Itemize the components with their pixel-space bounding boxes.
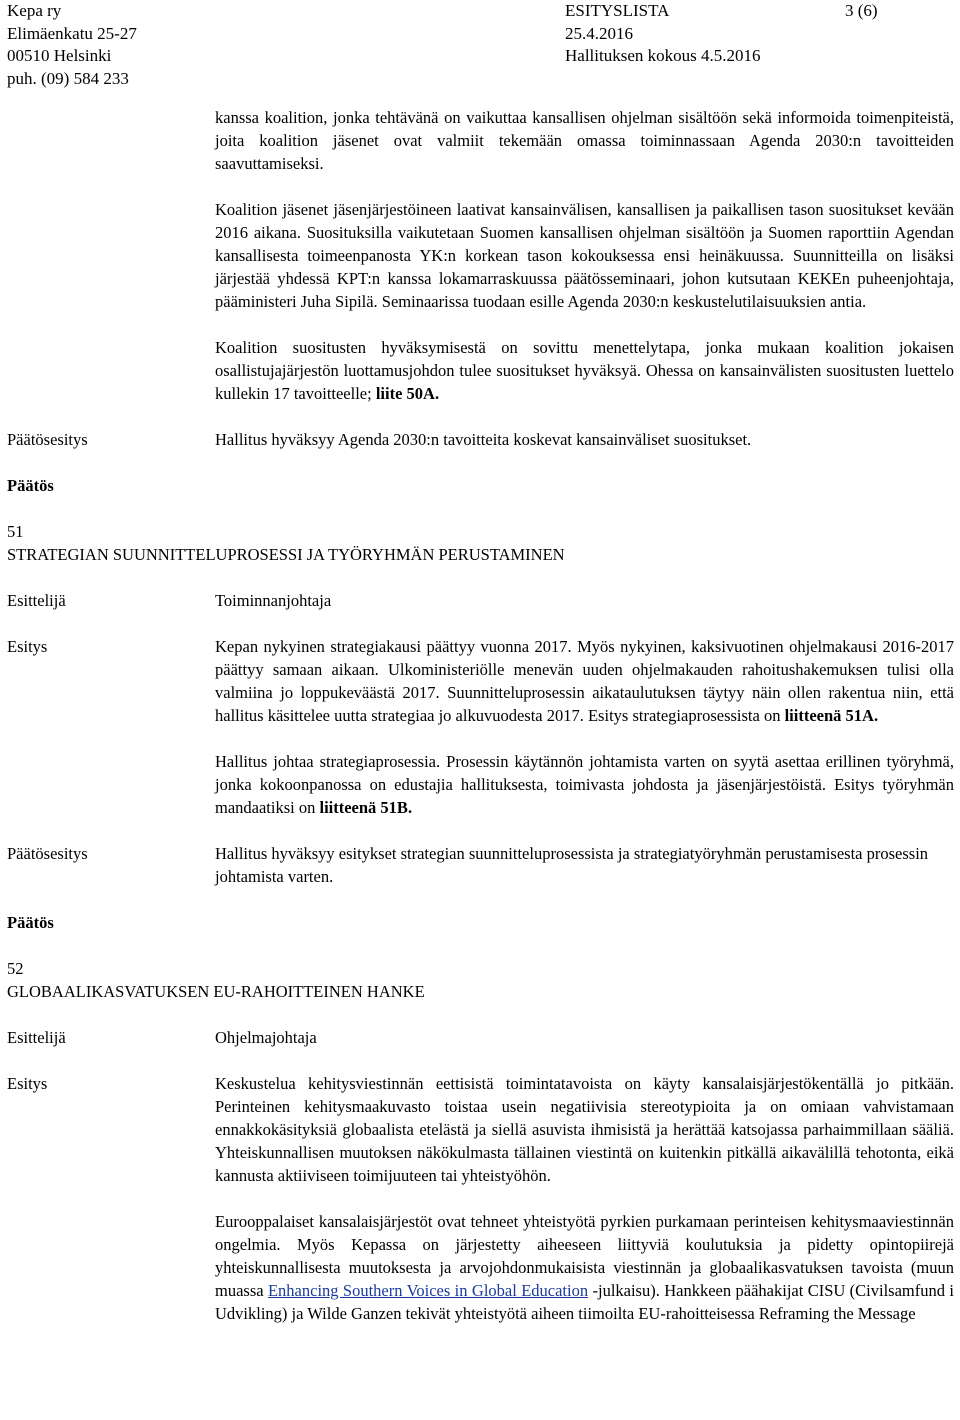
intro-paragraph-3: Koalition suositusten hyväksymisestä on sovittu menettelytapa, jonka mukaan koalition jokaisen osallistujajärjestön luottamusjohdon tulee suositukset hyväksyä. Ohessa on kansainvälisten suositusten luettelo kullekin 17 tavoitteelle; liite 50A.: [215, 338, 954, 403]
presenter-value: Ohjelmajohtaja: [215, 1028, 317, 1047]
presenter-row: [7, 1026, 954, 1049]
intro-paragraph-1: kanssa koalition, jonka tehtävänä on vaikuttaa kansallisen ohjelman sisältöön sekä informoida toimenpiteistä, joita koalition jäsenet ovat valmiit tekemään omassa toiminnassaan Agenda 2030:n tavoitteiden saavuttamiseksi.: [215, 108, 954, 173]
proposal-paragraph-2: Hallitus johtaa strategiaprosessia. Prosessin käytännön johtamista varten on syytä asettaa erillinen työryhmä, jonka kokoonpanossa on edustajia hallituksesta, toimivasta johdosta ja jäsenjärjestöistä. Esitys työryhmän mandaatiksi on liitteenä 51B.: [215, 752, 954, 817]
decision-proposal-row: [7, 842, 954, 888]
attachment-ref-51a: liitteenä 51A: [784, 706, 874, 725]
section-51: [7, 520, 954, 934]
meeting-name: Hallituksen kokous 4.5.2016: [565, 46, 761, 65]
proposal-paragraph-1: Keskustelua kehitysviestinnän eettisistä toimintatavoista on käyty kansalaisjärjestökentällä jo pitkään. Perinteinen kehitysmaakuvasto toistaa usein negatiivisia stereotypioita ja on omiaan vahvistamaan ennakkokäsityksiä globaalista etelästä ja siellä asuvista ihmisistä ja herättää katsojassa parhaimmillaan sääliä. Yhteiskunnallisen muutoksen näkökulmasta tällainen viestintä on kuitenkin pitkällä aikavälillä tehotonta, eikä kannusta aktiiviseen toimijuuteen tai yhteistyöhön.: [215, 1074, 954, 1185]
presenter-label: Esittelijä: [7, 591, 66, 610]
proposal-label: Esitys: [7, 637, 48, 656]
presenter-row: [7, 589, 954, 612]
attachment-ref-50a: liite 50A: [375, 384, 435, 403]
section-52: [7, 957, 954, 1325]
intro-paragraph-2: Koalition jäsenet jäsenjärjestöineen laativat kansainvälisen, kansallisen ja paikallisen tason suositukset kevään 2016 aikana. Suosituksilla vaikutetaan Suomen kansallisen ohjelman sisältöön ja Suomen raporttiin Agendan kansallisesta toimeenpanosta YK:n korkean tason kokouksessa ensi heinäkuussa. Suunnitteilla on lisäksi järjestää yhdessä KPT:n kanssa lokamarraskuussa päätösseminaari, johon kutsutaan KEKEn puheenjohtaja, pääministeri Juha Sipilä. Seminaarissa tuodaan esille Agenda 2030:n keskustelutilaisuuksien antia.: [215, 200, 954, 311]
decision-proposal-text: Hallitus hyväksyy esitykset strategian suunnitteluprosessista ja strategiatyöryhmän perustamisesta prosessin johtamista varten.: [215, 844, 929, 886]
page-number: 3 (6): [845, 1, 878, 20]
street-address: Elimäenkatu 25-27: [7, 23, 137, 43]
page-header: [0, 0, 960, 92]
organization-address: [7, 0, 137, 90]
publication-link[interactable]: Enhancing Southern Voices in Global Education: [267, 1281, 589, 1300]
intro-continuation: [215, 106, 954, 405]
intro-decision-proposal: [7, 428, 954, 451]
organization-name: Kepa ry: [7, 1, 62, 20]
decision-label: Päätös: [7, 913, 54, 932]
presenter-label: Esittelijä: [7, 1028, 66, 1047]
presenter-value: Toiminnanjohtaja: [215, 591, 332, 610]
decision-label: Päätös: [7, 476, 54, 495]
section-number: 52: [7, 959, 24, 978]
document-date: 25.4.2016: [565, 23, 633, 43]
section-number: 51: [7, 522, 24, 541]
proposal-row: [7, 1072, 954, 1325]
postal-city: 00510 Helsinki: [7, 46, 112, 65]
section-title: GLOBAALIKASVATUKSEN EU-RAHOITTEINEN HANKE: [7, 982, 425, 1001]
section-title: STRATEGIAN SUUNNITTELUPROSESSI JA TYÖRYHMÄN PERUSTAMINEN: [7, 545, 565, 564]
decision-proposal-text: Hallitus hyväksyy Agenda 2030:n tavoitteita koskevat kansainväliset suositukset.: [215, 430, 752, 449]
document-meta: [565, 0, 761, 68]
phone-number: puh. (09) 584 233: [7, 68, 129, 88]
decision-proposal-label: Päätösesitys: [7, 844, 88, 863]
proposal-row: [7, 635, 954, 819]
attachment-ref-51b: liitteenä 51B: [319, 798, 408, 817]
proposal-label: Esitys: [7, 1074, 48, 1093]
document-body: [7, 106, 954, 1325]
proposal-paragraph-2: Eurooppalaiset kansalaisjärjestöt ovat tehneet yhteistyötä pyrkien purkamaan perinteisen kehitysmaaviestinnän ongelmia. Myös Kepassa on järjestetty aiheeseen liittyviä koulutuksia ja pidetty opintopiirejä yhteiskunnallisesta muutoksesta ja arvojohdonmukaisista viestinnän ja globaalikasvatuksen tavoista (muun muassa Enhancing Southern Voices in Global Education -julkaisu). Hankkeen päähakijat CISU (Civilsamfund i Udvikling) ja Wilde Ganzen tekivät yhteistyötä aiheen tiimoilta EU-rahoitteisessa Reframing the Message: [215, 1212, 954, 1323]
decision-proposal-label: Päätösesitys: [7, 430, 88, 449]
proposal-paragraph-1: Kepan nykyinen strategiakausi päättyy vuonna 2017. Myös nykyinen, kaksivuotinen ohjelmakausi 2016-2017 päättyy samaan aikaan. Ulkoministeriölle menevän uuden ohjelmakauden rahoitushakemuksen tulisi olla valmiina jo loppukeväästä 2017. Suunnitteluprosessin aikataulutuksen täytyy näin ollen rakentua niin, että hallitus käsittelee uutta strategiaa jo alkuvuodesta 2017. Esitys strategiaprosessista on liitteenä 51A.: [215, 637, 954, 725]
document-type: ESITYSLISTA: [565, 1, 670, 20]
